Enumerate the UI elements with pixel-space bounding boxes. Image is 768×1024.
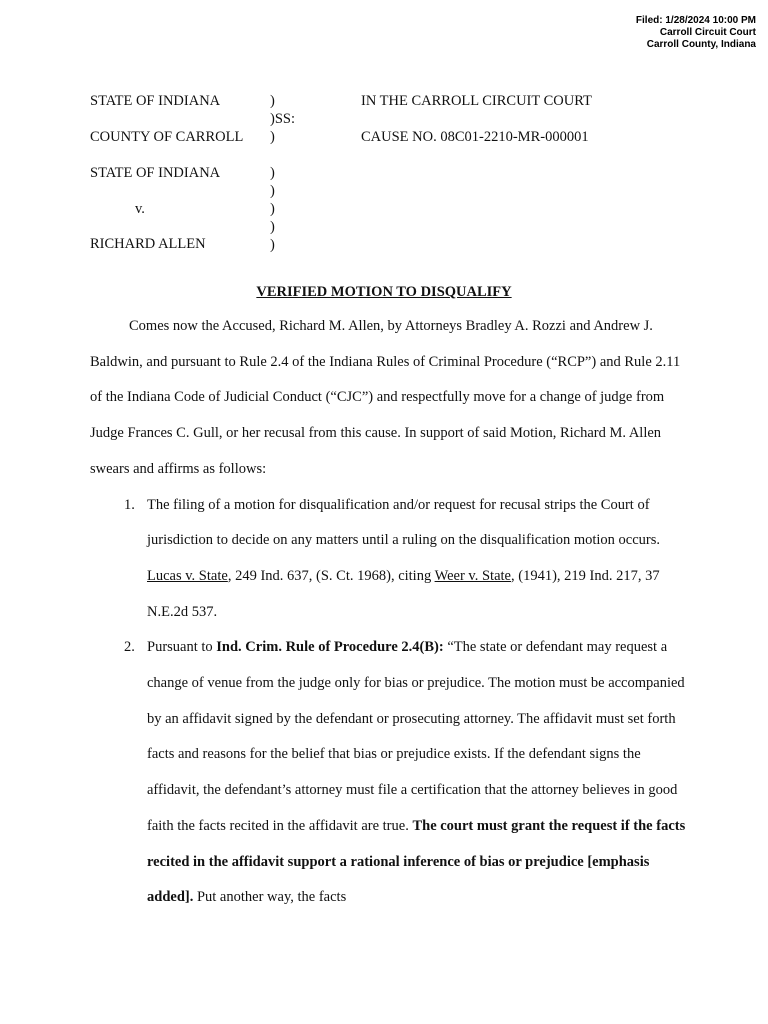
caption-paren: )	[270, 237, 275, 253]
filing-stamp	[636, 15, 756, 51]
numbered-list	[90, 488, 686, 916]
item-text: Put another way, the facts	[193, 889, 347, 906]
case-citation-lucas: Lucas v. State	[147, 567, 228, 584]
list-item	[90, 630, 686, 916]
item-text: , 249 Ind. 637, (S. Ct. 1968), citing	[227, 567, 435, 584]
ss-marker: )SS:	[270, 111, 295, 127]
case-citation-weer: Weer v. State	[434, 567, 511, 584]
intro-paragraph: Comes now the Accused, Richard M. Allen, by Attorneys Bradley A. Rozzi and Andrew J. Baldwin, and pursuant to Rule 2.4 of the Indiana Rules of Criminal Procedure (“RCP”) and Rule 2.11 of the Indiana Code of Judicial Conduct (“CJC”) and respectfully move for a change of judge from Judge Frances C. Gull, or her recusal from this cause. In support of said Motion, Richard M. Allen swears and affirms as follows:	[90, 318, 681, 477]
caption-paren: )	[270, 219, 275, 235]
rule-quote: “The state or defendant may request a change of venue from the judge only for bias or prejudice. The motion must be accompanied by an affidavit signed by the defendant or prosecuting attorney. The affidavit must set forth facts and reasons for the belief that bias or prejudice exists. If the defendant signs the affidavit, the defendant’s attorney must file a certification that the attorney believes in good faith the facts recited in the affidavit are true.	[147, 639, 685, 834]
defendant-name: RICHARD ALLEN	[90, 236, 206, 252]
motion-body	[90, 309, 686, 916]
cause-number: CAUSE NO. 08C01-2210-MR-000001	[361, 129, 589, 145]
item-number: 2.	[124, 639, 135, 656]
filing-date: Filed: 1/28/2024 10:00 PM	[635, 15, 756, 26]
rule-reference: Ind. Crim. Rule of Procedure 2.4(B):	[216, 639, 444, 656]
filing-court: Carroll Circuit Court	[659, 27, 756, 38]
filing-county: Carroll County, Indiana	[646, 39, 756, 50]
item-text: Pursuant to	[147, 639, 217, 656]
item-text: , (1941), 219 Ind. 217, 37 N.E.2d 537.	[147, 567, 660, 620]
versus: v.	[135, 201, 145, 217]
list-item	[90, 488, 686, 631]
item-text: The filing of a motion for disqualification and/or request for recusal strips the Court of jurisdiction to decide on any matters until a ruling on the disqualification motion occurs.	[147, 496, 661, 549]
ss-paren-top: )	[270, 93, 275, 109]
caption-paren: )	[270, 165, 275, 181]
plaintiff-name: STATE OF INDIANA	[90, 165, 221, 181]
case-caption	[90, 92, 710, 262]
court-name: IN THE CARROLL CIRCUIT COURT	[361, 93, 592, 109]
caption-paren: )	[270, 201, 275, 217]
emphasized-text: The court must grant the request if the facts recited in the affidavit support a rational inference of bias or prejudice [emphasis added].	[147, 817, 686, 906]
motion-title: VERIFIED MOTION TO DISQUALIFY	[256, 284, 512, 300]
venue-county: COUNTY OF CARROLL	[90, 129, 244, 145]
venue-state: STATE OF INDIANA	[90, 93, 221, 109]
ss-paren-bottom: )	[270, 129, 275, 145]
item-number: 1.	[124, 496, 135, 513]
caption-paren: )	[270, 183, 275, 199]
